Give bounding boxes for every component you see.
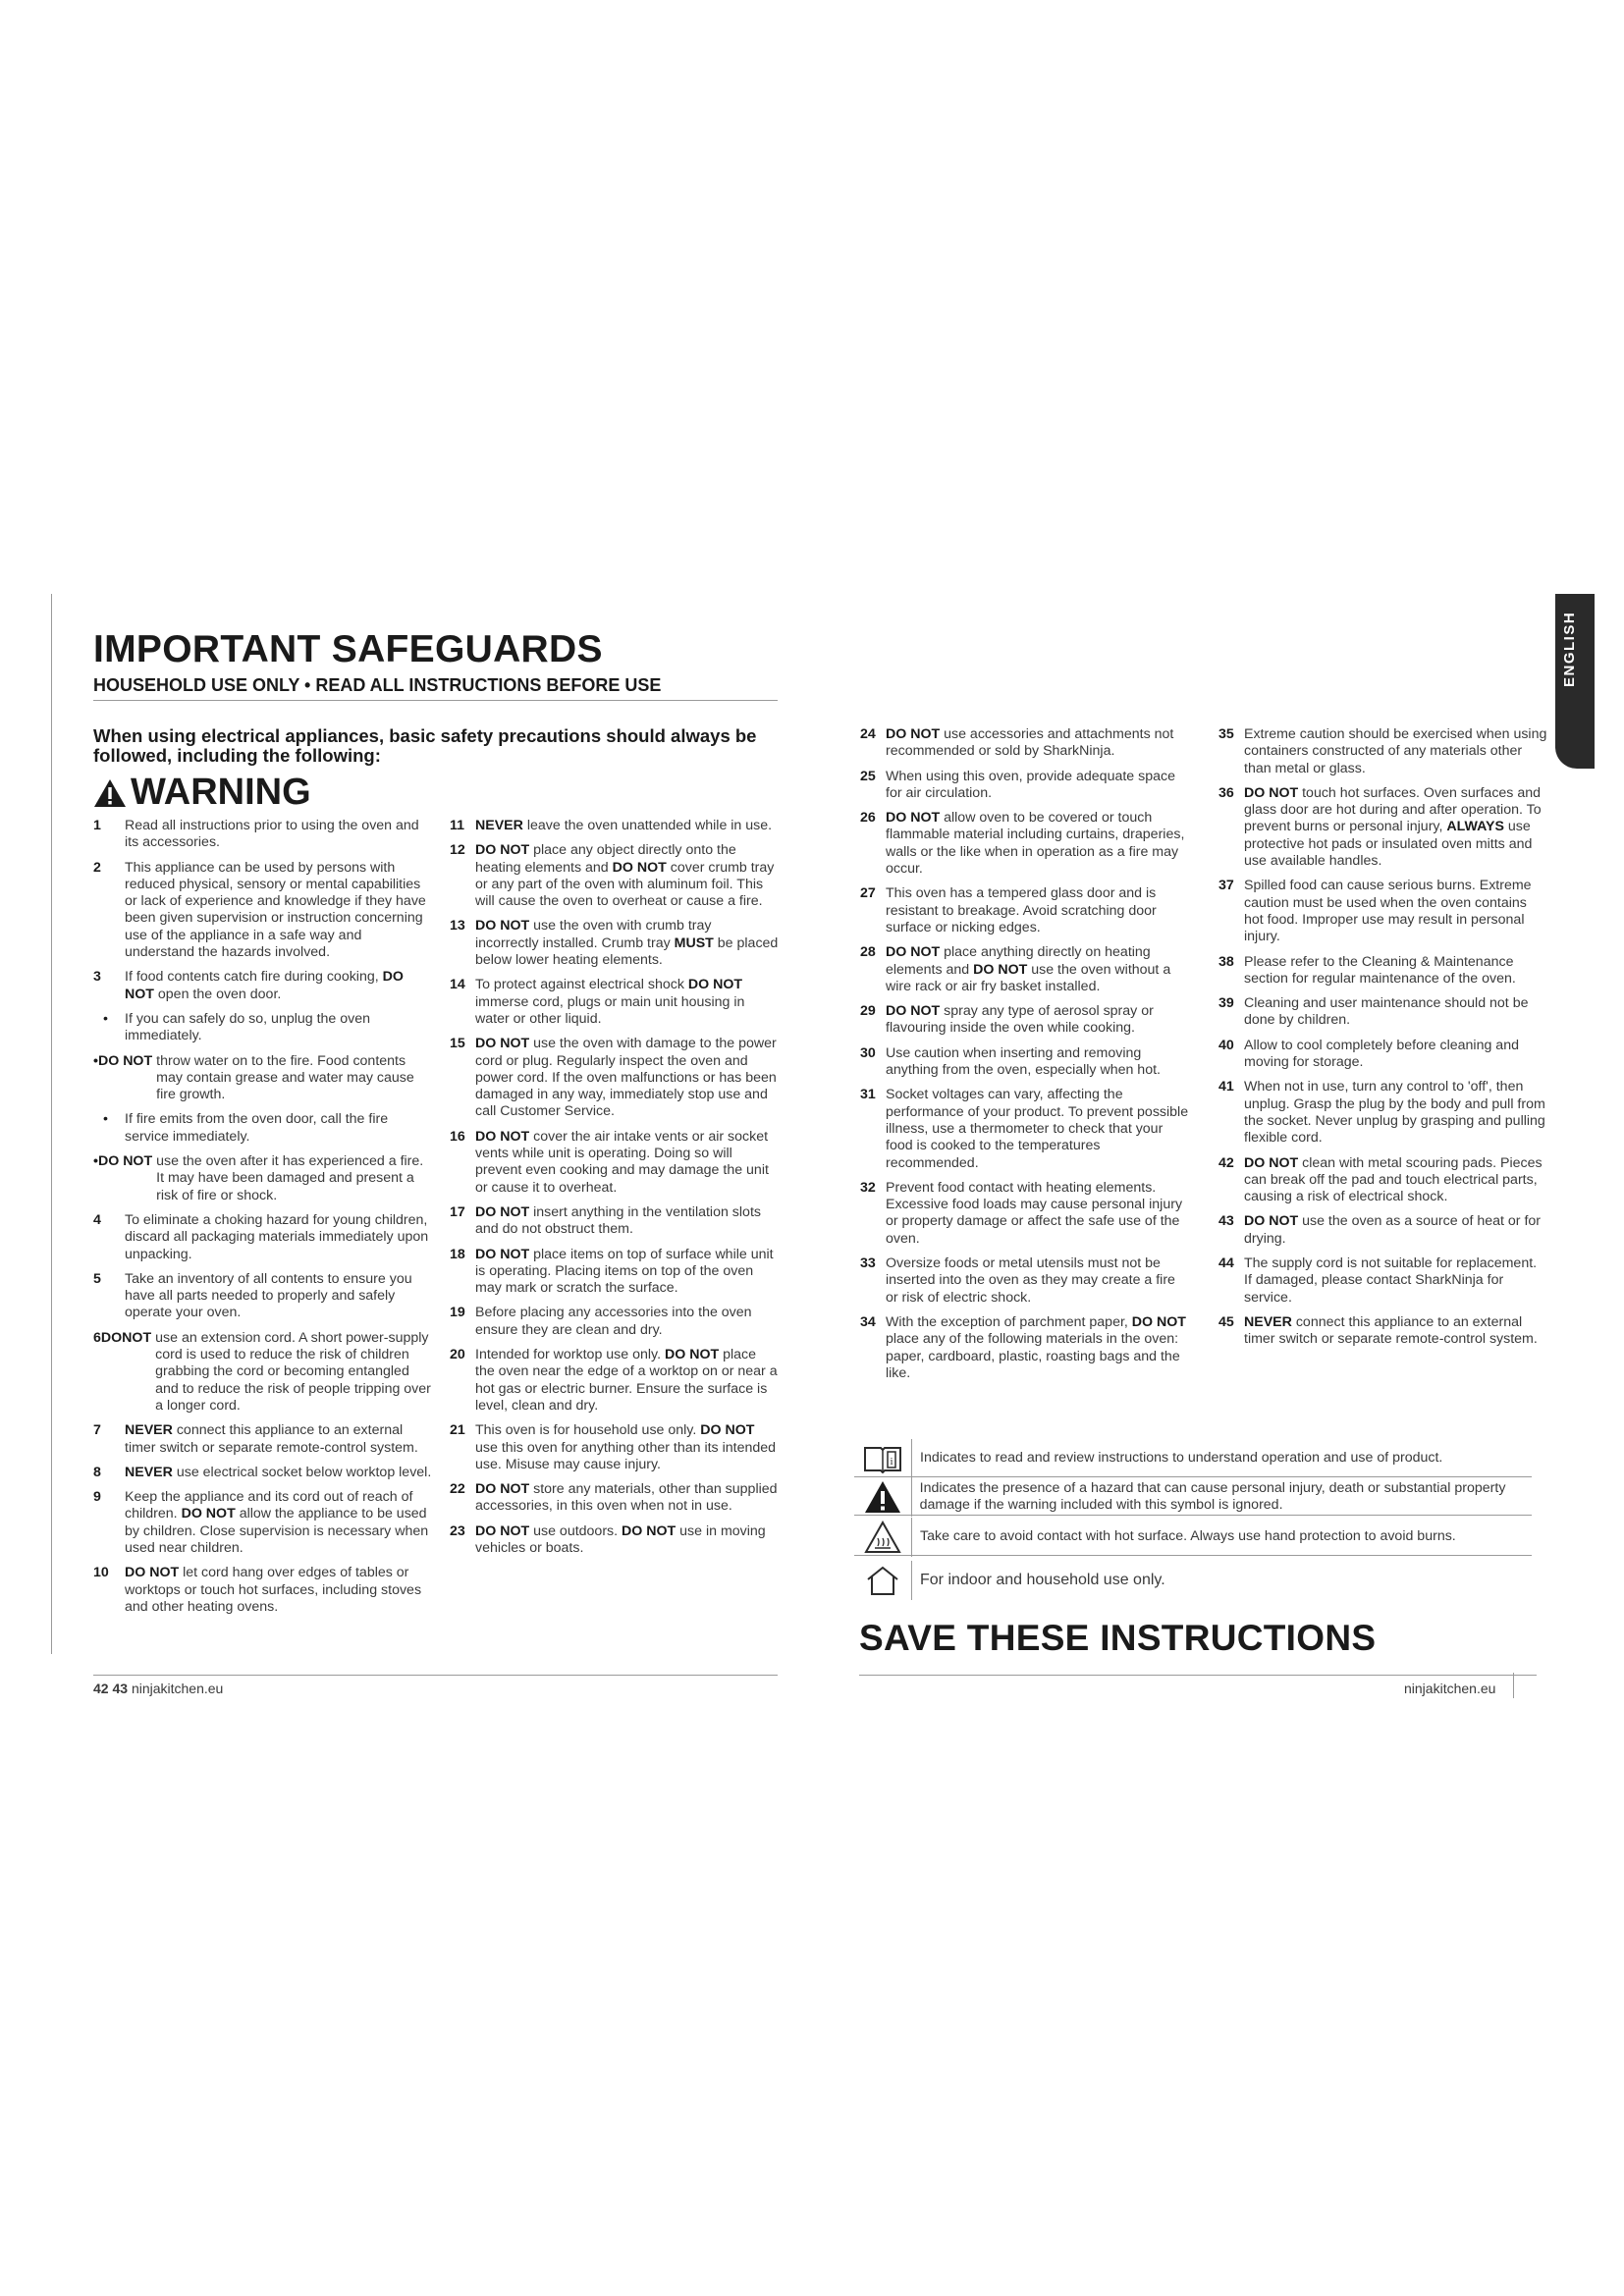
safeguard-text: Before placing any accessories into the oven ensure they are clean and dry. [475, 1305, 752, 1338]
symbol-legend-divider [854, 1515, 1532, 1516]
title-rule [93, 700, 778, 701]
safeguard-text: The supply cord is not suitable for replacement. If damaged, please contact SharkNinja for service. [1244, 1255, 1538, 1306]
safeguard-text: NEVER use electrical socket below worktop level. [125, 1464, 432, 1480]
safeguard-item [93, 818, 432, 852]
symbol-separator [911, 1561, 912, 1600]
safeguard-item [93, 860, 432, 962]
safeguard-item [93, 1422, 432, 1457]
safeguard-number: 20 [450, 1347, 465, 1363]
safeguard-text: If you can safely do so, unplug the oven immediately. [125, 1010, 371, 1044]
safeguard-number: 32 [860, 1179, 876, 1196]
safeguard-item [1218, 1314, 1547, 1349]
safeguard-text: Socket voltages can vary, affecting the performance of your product. To prevent possible illness, use a thermometer to check that your food is cooked to the temperatures recommended. [886, 1087, 1189, 1171]
safeguard-number: •DO NOT [93, 1153, 153, 1170]
safeguard-item [1218, 1255, 1547, 1307]
safeguard-item [93, 1212, 432, 1263]
left-footer-url: ninjakitchen.eu [131, 1681, 224, 1696]
left-footer-rule [93, 1675, 778, 1676]
safeguard-item [860, 726, 1189, 761]
left-footer [93, 1681, 223, 1696]
safeguard-item [450, 818, 779, 834]
safeguard-item [860, 1314, 1189, 1382]
safeguard-text: Use caution when inserting and removing anything from the oven, especially when hot. [886, 1044, 1161, 1079]
safeguards-column-4 [1218, 726, 1547, 1357]
warning-label: WARNING [131, 772, 311, 813]
safeguard-number: 41 [1218, 1079, 1234, 1095]
safeguard-number: 37 [1218, 878, 1234, 894]
safeguard-text: This appliance can be used by persons with reduced physical, sensory or mental capabilities or lack of experience and knowledge if they have been given supervision or instruction concerning use of the appliance in a safe way and understand the hazards involved. [125, 859, 426, 961]
symbol-legend-row [854, 1439, 1542, 1478]
safeguard-number: 3 [93, 969, 101, 986]
warning-triangle-icon [854, 1477, 911, 1517]
right-footer-rule [859, 1675, 1537, 1676]
safeguard-item [450, 1481, 779, 1516]
safeguard-text: DO NOT spray any type of aerosol spray or flavouring inside the oven while cooking. [886, 1003, 1154, 1037]
safeguard-text: DO NOT use the oven as a source of heat or for drying. [1244, 1213, 1542, 1247]
safeguard-number: 43 [1218, 1213, 1234, 1230]
safeguard-number: 45 [1218, 1313, 1234, 1330]
safeguard-number: 14 [450, 977, 465, 993]
safeguard-text: If fire emits from the oven door, call the fire service immediately. [125, 1111, 389, 1145]
safeguard-text: Read all instructions prior to using the oven and its accessories. [125, 818, 419, 851]
symbol-legend-row [854, 1518, 1542, 1557]
safeguard-item [93, 1465, 432, 1481]
safeguard-item [93, 1271, 432, 1322]
symbol-description: Indicates the presence of a hazard that can cause personal injury, death or substantial property damage if the warning included with this symbol is ignored. [919, 1479, 1506, 1513]
safeguard-text: DO NOT place anything directly on heating elements and DO NOT use the oven without a wire rack or air fry basket installed. [886, 944, 1171, 994]
safeguard-item [1218, 954, 1547, 988]
safeguard-number: 33 [860, 1255, 876, 1272]
safeguard-item [450, 1523, 779, 1558]
safeguard-text: If food contents catch fire during cooking, DO NOT open the oven door. [125, 969, 404, 1002]
safeguard-text: DO NOT let cord hang over edges of tables or worktops or touch hot surfaces, including stoves and other heating ovens. [125, 1565, 422, 1615]
safeguard-number: 26 [860, 810, 876, 827]
safeguard-number: 12 [450, 842, 465, 859]
safeguard-number: 28 [860, 944, 876, 961]
symbol-separator [911, 1518, 912, 1557]
safeguard-text: use the oven after it has experienced a fire. It may have been damaged and present a risk of fire or shock. [156, 1153, 424, 1203]
safeguard-number: 19 [450, 1305, 465, 1321]
safeguard-number: 4 [93, 1211, 101, 1228]
info-book-icon [854, 1439, 911, 1478]
safeguard-item [860, 944, 1189, 995]
warning-triangle-icon [93, 778, 127, 808]
safeguard-number: 35 [1218, 726, 1234, 742]
safeguard-item [860, 769, 1189, 803]
warning-heading [93, 772, 311, 814]
safeguard-text: DO NOT use outdoors. DO NOT use in moving vehicles or boats. [475, 1522, 766, 1556]
safeguard-number: 10 [93, 1565, 109, 1581]
safeguard-item [860, 885, 1189, 936]
safeguard-item [1218, 995, 1547, 1030]
safeguard-number: 29 [860, 1003, 876, 1020]
safeguard-item [860, 1045, 1189, 1080]
safeguard-text: Please refer to the Cleaning & Maintenance section for regular maintenance of the oven. [1244, 953, 1516, 987]
safeguard-item [93, 1489, 432, 1557]
safeguard-item [93, 1330, 432, 1415]
safeguard-text: NEVER connect this appliance to an external timer switch or separate remote-control system. [125, 1422, 418, 1456]
safeguard-number: 44 [1218, 1255, 1234, 1272]
safeguard-number: 39 [1218, 995, 1234, 1012]
safeguard-text: With the exception of parchment paper, DO NOT place any of the following materials in the oven: paper, cardboard, plastic, roasting bags and the like. [886, 1313, 1186, 1381]
safeguard-text: Take an inventory of all contents to ensure you have all parts needed to properly and safely operate your oven. [125, 1270, 412, 1321]
symbol-legend-row [854, 1561, 1542, 1600]
safeguard-text: Spilled food can cause serious burns. Extreme caution must be used when the oven contains hot food. Improper use may result in personal injury. [1244, 878, 1532, 945]
safeguard-item [93, 1565, 432, 1616]
safeguard-number: • [103, 1010, 108, 1027]
safeguard-item [93, 1011, 432, 1045]
safeguard-number: 6DONOT [93, 1329, 152, 1346]
symbol-legend-row [854, 1477, 1542, 1517]
safeguard-item [450, 1204, 779, 1239]
safeguard-item [450, 1247, 779, 1298]
safeguard-number: 16 [450, 1128, 465, 1145]
safeguard-text: DO NOT cover the air intake vents or air socket vents while unit is operating. Doing so will prevent even cooking and may damage the unit or cause it to overheat. [475, 1128, 769, 1196]
safeguard-item [450, 1422, 779, 1473]
safeguard-item [450, 1347, 779, 1415]
safeguard-number: 40 [1218, 1037, 1234, 1053]
safeguard-number: 38 [1218, 953, 1234, 970]
right-footer-url: ninjakitchen.eu [1404, 1681, 1496, 1696]
safeguard-item [93, 1153, 432, 1204]
safeguard-text: use an extension cord. A short power-supply cord is used to reduce the risk of children grabbing the cord or becoming entangled and to reduce the risk of people tripping over a longer cord. [155, 1329, 431, 1414]
safeguard-number: 25 [860, 768, 876, 784]
symbol-description: Indicates to read and review instructions to understand operation and use of product. [920, 1450, 1443, 1467]
language-tab-label: ENGLISH [1561, 611, 1578, 687]
safeguard-item [860, 1003, 1189, 1038]
page-subtitle: HOUSEHOLD USE ONLY • READ ALL INSTRUCTIONS BEFORE USE [93, 675, 662, 695]
safeguard-text: DO NOT allow oven to be covered or touch flammable material including curtains, draperies, walls or the like when in operation as a fire may occur. [886, 810, 1185, 878]
right-footer-tick [1513, 1673, 1514, 1698]
safeguard-number: •DO NOT [93, 1052, 153, 1069]
safeguard-number: 36 [1218, 784, 1234, 801]
safeguard-text: NEVER connect this appliance to an external timer switch or separate remote-control system. [1244, 1313, 1538, 1348]
safeguard-text: This oven is for household use only. DO NOT use this oven for anything other than its intended use. Misuse may cause injury. [475, 1422, 777, 1472]
safeguard-number: 34 [860, 1313, 876, 1330]
safeguard-number: 22 [450, 1481, 465, 1498]
safeguard-item [1218, 878, 1547, 945]
safeguard-number: 31 [860, 1087, 876, 1103]
safeguard-number: 27 [860, 885, 876, 902]
safeguard-text: Oversize foods or metal utensils must not be inserted into the oven as they may create a fire or risk of electric shock. [886, 1255, 1175, 1306]
safeguard-item [1218, 1155, 1547, 1206]
safeguard-number: 17 [450, 1203, 465, 1220]
safeguard-item [860, 810, 1189, 878]
safeguard-item [450, 1036, 779, 1120]
safeguard-text: Intended for worktop use only. DO NOT place the oven near the edge of a worktop on or near a hot gas or electric burner. Ensure the surface is level, clean and dry. [475, 1347, 778, 1414]
safeguard-item [860, 1255, 1189, 1307]
safeguard-item [1218, 1038, 1547, 1072]
left-margin-rule [51, 594, 52, 1654]
safeguard-item [1218, 785, 1547, 870]
safeguard-text: DO NOT use the oven with damage to the power cord or plug. Regularly inspect the oven and power cord. If the oven malfunctions or has been damaged in any way, immediately stop use and call Customer Service. [475, 1036, 777, 1120]
safeguard-item [450, 977, 779, 1028]
svg-text:i: i [890, 1456, 893, 1468]
safeguard-item [1218, 1213, 1547, 1248]
safeguard-item [860, 1180, 1189, 1248]
symbol-legend-divider [854, 1555, 1532, 1556]
safeguard-text: When not in use, turn any control to 'off', then unplug. Grasp the plug by the body and pull from the socket. Never unplug by grasping and pulling flexible cord. [1244, 1079, 1545, 1147]
safeguard-item [93, 1053, 432, 1104]
safeguard-number: • [103, 1111, 108, 1128]
safeguards-column-3 [860, 726, 1189, 1390]
safeguard-text: To eliminate a choking hazard for young children, discard all packaging materials immediately upon unpacking. [125, 1211, 429, 1262]
safeguard-text: DO NOT use the oven with crumb tray incorrectly installed. Crumb tray MUST be placed below lower heating elements. [475, 918, 779, 969]
hot-surface-icon [854, 1518, 911, 1557]
safeguard-item [450, 842, 779, 910]
safeguard-number: 18 [450, 1246, 465, 1262]
intro-text: When using electrical appliances, basic safety precautions should always be followed, including the following: [93, 725, 757, 766]
safeguard-text: To protect against electrical shock DO NOT immerse cord, plugs or main unit housing in water or other liquid. [475, 977, 745, 1027]
safeguard-text: NEVER leave the oven unattended while in use. [475, 818, 773, 833]
safeguard-item [860, 1087, 1189, 1171]
safeguard-number: 7 [93, 1422, 101, 1439]
symbol-separator [911, 1439, 912, 1478]
page-numbers: 42 43 [93, 1681, 129, 1696]
safeguard-number: 2 [93, 859, 101, 876]
safeguard-text: DO NOT place any object directly onto the heating elements and DO NOT cover crumb tray or any part of the oven with aluminum foil. This will cause the oven to overheat or cause a fire. [475, 842, 775, 910]
safeguard-number: 23 [450, 1522, 465, 1539]
safeguard-number: 13 [450, 918, 465, 934]
safeguard-item [450, 1129, 779, 1197]
save-instructions-heading: SAVE THESE INSTRUCTIONS [859, 1618, 1377, 1658]
safeguard-item [1218, 726, 1547, 777]
safeguards-column-2 [450, 818, 779, 1565]
safeguard-item [93, 1111, 432, 1146]
safeguard-item [93, 969, 432, 1003]
safeguard-number: 21 [450, 1422, 465, 1439]
safeguard-text: Cleaning and user maintenance should not be done by children. [1244, 995, 1529, 1029]
safeguard-text: DO NOT insert anything in the ventilation slots and do not obstruct them. [475, 1203, 761, 1238]
safeguard-number: 42 [1218, 1154, 1234, 1171]
safeguard-number: 1 [93, 818, 101, 833]
safeguard-text: DO NOT clean with metal scouring pads. Pieces can break off the pad and touch electrical parts, causing a risk of electrical shock. [1244, 1154, 1543, 1205]
safeguard-item [450, 1305, 779, 1339]
page-title: IMPORTANT SAFEGUARDS [93, 628, 603, 670]
safeguard-item [1218, 1079, 1547, 1147]
safeguard-number: 5 [93, 1270, 101, 1287]
safeguard-number: 15 [450, 1036, 465, 1052]
safeguards-column-1 [93, 818, 432, 1624]
safeguard-number: 24 [860, 726, 876, 742]
safeguard-text: DO NOT store any materials, other than supplied accessories, in this oven when not in use. [475, 1481, 778, 1515]
safeguard-text: This oven has a tempered glass door and is resistant to breakage. Avoid scratching door surface or nicking edges. [886, 885, 1157, 935]
safeguard-text: Extreme caution should be exercised when using containers constructed of any materials other than metal or glass. [1244, 726, 1547, 776]
safeguard-item [450, 918, 779, 969]
safeguard-number: 11 [450, 818, 464, 833]
house-icon [854, 1561, 911, 1600]
safeguard-text: throw water on to the fire. Food contents may contain grease and water may cause fire growth. [156, 1052, 414, 1103]
safeguard-text: Keep the appliance and its cord out of reach of children. DO NOT allow the appliance to be used by children. Close supervision is necessary when used near children. [125, 1489, 429, 1556]
safeguard-text: Allow to cool completely before cleaning and moving for storage. [1244, 1037, 1519, 1071]
safeguard-number: 9 [93, 1489, 101, 1506]
safeguard-text: DO NOT touch hot surfaces. Oven surfaces and glass door are hot during and after operation. To prevent burns or personal injury, ALWAYS use protective hot pads or insulated oven mitts and use available handles. [1244, 784, 1542, 870]
symbol-separator [911, 1477, 912, 1517]
safeguard-text: Prevent food contact with heating elements. Excessive food loads may cause personal injury or property damage or affect the safe use of the oven. [886, 1179, 1183, 1247]
safeguard-number: 30 [860, 1044, 876, 1061]
safeguard-text: DO NOT place items on top of surface while unit is operating. Placing items on top of the oven may mark or scratch the surface. [475, 1246, 774, 1297]
safeguard-number: 8 [93, 1464, 101, 1480]
safeguard-text: DO NOT use accessories and attachments not recommended or sold by SharkNinja. [886, 726, 1174, 760]
symbol-description: For indoor and household use only. [920, 1572, 1165, 1589]
safeguard-text: When using this oven, provide adequate space for air circulation. [886, 768, 1175, 801]
symbol-description: Take care to avoid contact with hot surface. Always use hand protection to avoid burns. [920, 1528, 1456, 1545]
